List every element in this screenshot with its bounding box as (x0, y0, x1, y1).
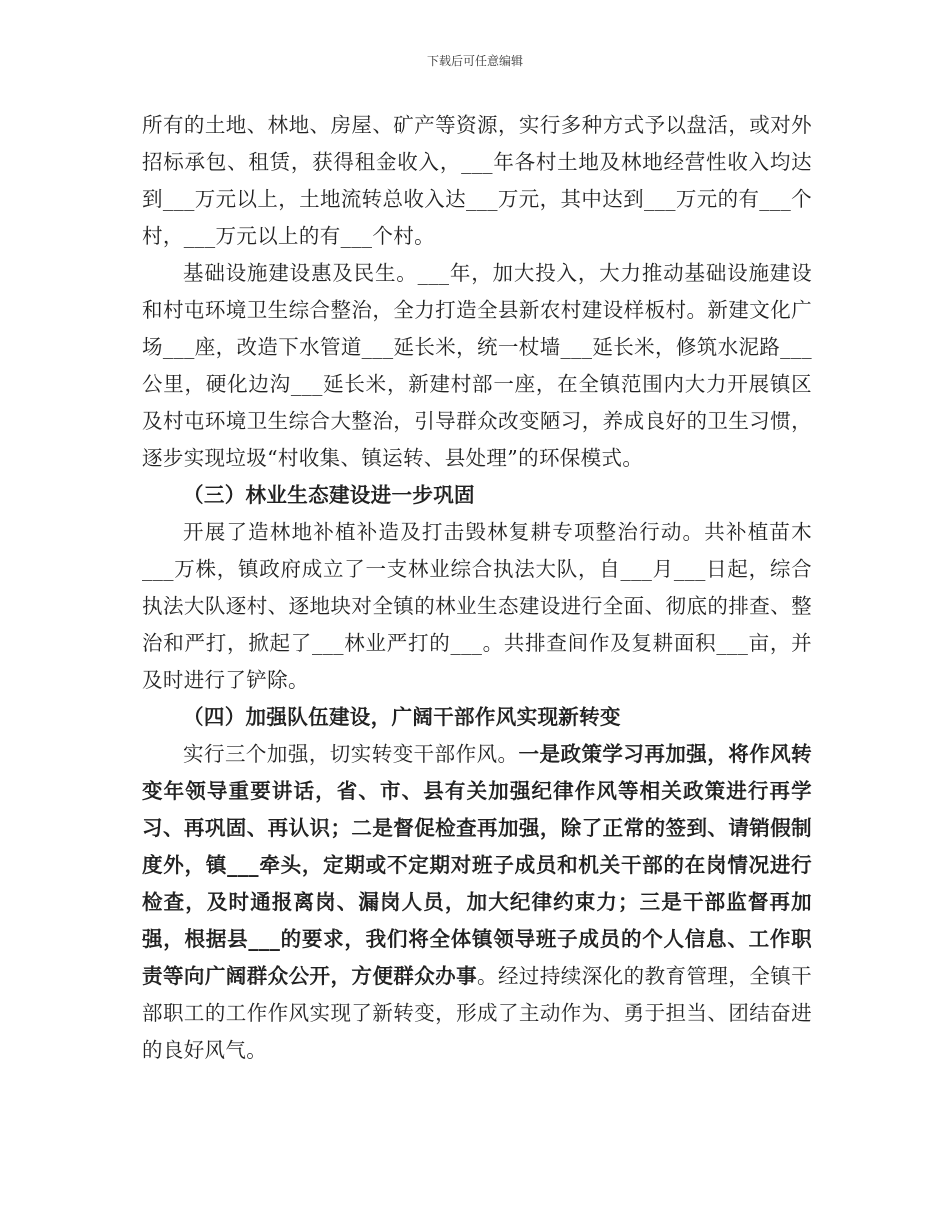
paragraph-team-building (142, 736, 812, 1069)
document-body (142, 107, 812, 1069)
paragraph-lead-text: 实行三个加强，切实转变干部作风。 (183, 742, 519, 766)
paragraph-infrastructure: 基础设施建设惠及民生。___年，加大投入，大力推动基础设施建设和村屯环境卫生综合整治，全力打造全县新农村建设样板村。新建文化广场___座，改造下水管道___延长米，统一杖墙___延长米，修筑水泥路___公里，硬化边沟___延长米，新建村部一座，在全镇范围内大力开展镇区及村屯环境卫生综合大整治，引导群众改变陋习，养成良好的卫生习惯，逐步实现垃圾“村收集、镇运转、县处理”的环保模式。 (142, 261, 812, 470)
section-heading-forestry: （三）林业生态建设进一步巩固 (183, 483, 475, 507)
page-header: 下载后可任意编辑 (426, 54, 523, 68)
section-heading-team-building: （四）加强队伍建设，广阔干部作风实现新转变 (183, 705, 621, 729)
paragraph-forestry: 开展了造林地补植补造及打击毁林复耕专项整治行动。共补植苗木___万株，镇政府成立了一支林业综合执法大队，自___月___日起，综合执法大队逐村、逐地块对全镇的林业生态建设进行全面、彻底的排查、整治和严打，掀起了___林业严打的___。共排查间作及复耕面积___亩，并及时进行了铲除。 (142, 520, 812, 692)
paragraph-tail-text: 。经过持续深化的教育管理，全镇干部职工的工作作风实现了新转变，形成了主动作为、勇于担当、团结奋进的良好风气。 (142, 964, 812, 1062)
paragraph-bold-text: 一是政策学习再加强，将作风转变年领导重要讲话，省、市、县有关加强纪律作风等相关政策进行再学习、再巩固、再认识；二是督促检查再加强，除了正常的签到、请销假制度外，镇___牵头，定期或不定期对班子成员和机关干部的在岗情况进行检查，及时通报离岗、漏岗人员，加大纪律约束力；三是干部监督再加强，根据县___的要求，我们将全体镇领导班子成员的个人信息、工作职责等向广阔群众公开，方便群众办事 (142, 742, 812, 988)
paragraph-land-resources: 所有的土地、林地、房屋、矿产等资源，实行多种方式予以盘活，或对外招标承包、租赁，获得租金收入，___年各村土地及林地经营性收入均达到___万元以上，土地流转总收入达___万元，其中达到___万元的有___个村，___万元以上的有___个村。 (142, 113, 812, 248)
